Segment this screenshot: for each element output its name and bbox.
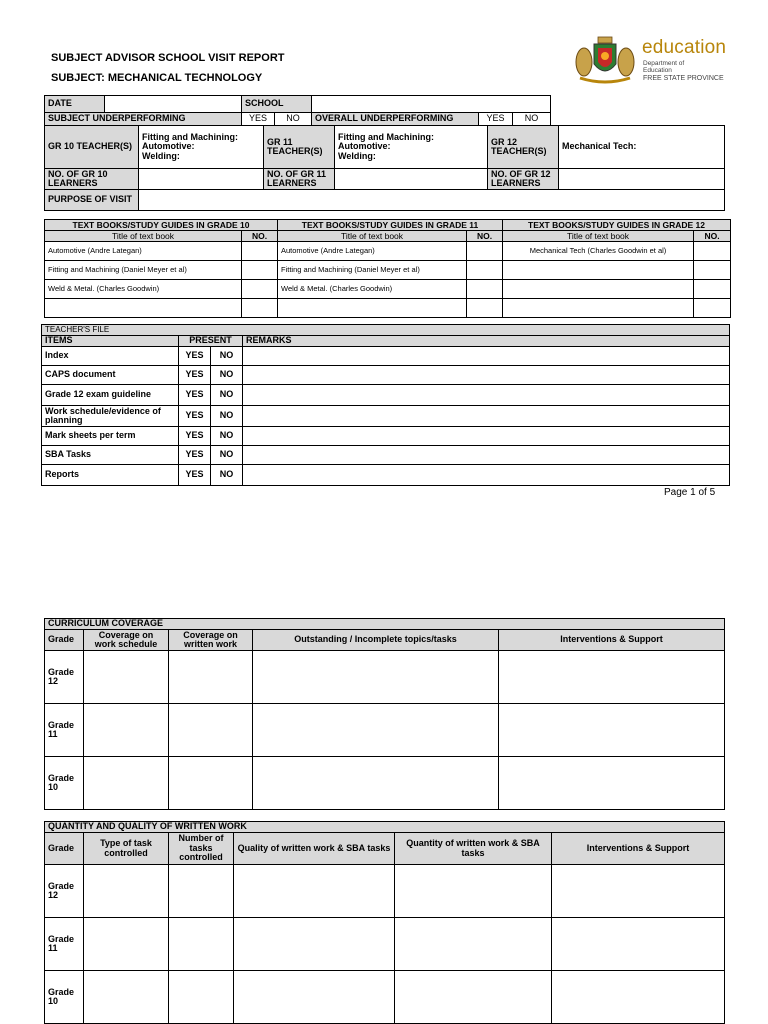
textbook-title[interactable]: [45, 299, 242, 318]
grade-label: Grade 12: [45, 865, 84, 918]
gr11-teacher-label: GR 11 TEACHER(S): [264, 126, 335, 169]
textbook-title[interactable]: [278, 299, 467, 318]
cell[interactable]: [169, 918, 234, 971]
file-item: Reports: [42, 465, 179, 486]
cell[interactable]: [253, 757, 499, 810]
title-col-header: Title of text book: [45, 231, 242, 242]
cell[interactable]: [552, 865, 725, 918]
no-gr10-label: NO. OF GR 10 LEARNERS: [45, 169, 139, 190]
textbook-title: Automotive (Andre Lategan): [45, 242, 242, 261]
cell[interactable]: [169, 971, 234, 1024]
number-tasks-header: Number of tasks controlled: [169, 833, 234, 865]
cell[interactable]: [552, 971, 725, 1024]
no-col-header: NO.: [467, 231, 503, 242]
subject-under-yes[interactable]: YES: [242, 113, 275, 126]
textbooks-table: [44, 219, 731, 318]
cell[interactable]: [84, 865, 169, 918]
cell[interactable]: [84, 918, 169, 971]
interventions-header: Interventions & Support: [552, 833, 725, 865]
no-gr12-label: NO. OF GR 12 LEARNERS: [488, 169, 559, 190]
remarks-field[interactable]: [243, 406, 730, 427]
grade-label: Grade 11: [45, 704, 84, 757]
no-option[interactable]: NO: [211, 347, 243, 366]
textbook-no[interactable]: [242, 261, 278, 280]
written-work-table: [44, 821, 725, 1024]
textbook-title: [503, 261, 694, 280]
file-item: SBA Tasks: [42, 446, 179, 465]
file-item: Grade 12 exam guideline: [42, 385, 179, 406]
remarks-field[interactable]: [243, 465, 730, 486]
cell[interactable]: [169, 757, 253, 810]
remarks-field[interactable]: [243, 446, 730, 465]
gr12-teacher-label: GR 12 TEACHER(S): [488, 126, 559, 169]
cell[interactable]: [499, 704, 725, 757]
type-task-header: Type of task controlled: [84, 833, 169, 865]
overall-under-no[interactable]: NO: [513, 113, 551, 126]
page-number: Page 1 of 5: [664, 487, 716, 498]
items-col-header: ITEMS: [42, 336, 179, 347]
remarks-col-header: REMARKS: [243, 336, 730, 347]
grade-col-header: Grade: [45, 630, 84, 651]
textbook-no[interactable]: [242, 299, 278, 318]
cell[interactable]: [395, 918, 552, 971]
textbook-title[interactable]: [503, 299, 694, 318]
remarks-field[interactable]: [243, 385, 730, 406]
cell[interactable]: [234, 918, 395, 971]
file-item: Index: [42, 347, 179, 366]
textbook-title: Fitting and Machining (Daniel Meyer et al): [45, 261, 242, 280]
yes-option[interactable]: YES: [179, 406, 211, 427]
textbooks-gr12-header: TEXT BOOKS/STUDY GUIDES IN GRADE 12: [503, 220, 731, 231]
curriculum-title: CURRICULUM COVERAGE: [45, 619, 725, 630]
no-option[interactable]: NO: [211, 465, 243, 486]
no-option[interactable]: NO: [211, 385, 243, 406]
cell[interactable]: [395, 865, 552, 918]
school-field[interactable]: [312, 96, 551, 113]
yes-option[interactable]: YES: [179, 446, 211, 465]
coverage-schedule-header: Coverage on work schedule: [84, 630, 169, 651]
cell[interactable]: [499, 651, 725, 704]
textbook-title: [503, 280, 694, 299]
cell[interactable]: [84, 971, 169, 1024]
logo-subtitle: Department of Education FREE STATE PROVINCE: [643, 60, 724, 82]
textbook-no[interactable]: [242, 280, 278, 299]
no-gr11-label: NO. OF GR 11 LEARNERS: [264, 169, 335, 190]
textbook-title: Weld & Metal. (Charles Goodwin): [45, 280, 242, 299]
curriculum-coverage-table: [44, 618, 725, 810]
remarks-field[interactable]: [243, 347, 730, 366]
logo-word: education: [642, 37, 727, 58]
date-label: DATE: [45, 96, 105, 113]
grade-label: Grade 12: [45, 651, 84, 704]
cell[interactable]: [84, 704, 169, 757]
yes-option[interactable]: YES: [179, 427, 211, 446]
yes-option[interactable]: YES: [179, 347, 211, 366]
quantity-header: Quantity of written work & SBA tasks: [395, 833, 552, 865]
cell[interactable]: [84, 651, 169, 704]
gr12-teacher-field[interactable]: Mechanical Tech:: [559, 126, 725, 169]
cell[interactable]: [253, 704, 499, 757]
textbook-no[interactable]: [694, 299, 731, 318]
grade-label: Grade 11: [45, 918, 84, 971]
textbook-no[interactable]: [694, 242, 731, 261]
subject-under-no[interactable]: NO: [275, 113, 312, 126]
textbook-no[interactable]: [694, 280, 731, 299]
textbook-title: Mechanical Tech (Charles Goodwin et al): [503, 242, 694, 261]
cell[interactable]: [84, 757, 169, 810]
date-field[interactable]: [105, 96, 242, 113]
no-gr10-field[interactable]: [139, 169, 264, 190]
gr10-teacher-label: GR 10 TEACHER(S): [45, 126, 139, 169]
written-title: QUANTITY AND QUALITY OF WRITTEN WORK: [45, 822, 725, 833]
no-gr12-field[interactable]: [559, 169, 725, 190]
textbook-no[interactable]: [467, 299, 503, 318]
textbook-title: Fitting and Machining (Daniel Meyer et al): [278, 261, 467, 280]
textbook-no[interactable]: [467, 280, 503, 299]
cell[interactable]: [169, 651, 253, 704]
purpose-field[interactable]: [139, 190, 725, 211]
cell[interactable]: [552, 918, 725, 971]
no-col-header: NO.: [242, 231, 278, 242]
outstanding-header: Outstanding / Incomplete topics/tasks: [253, 630, 499, 651]
no-col-header: NO.: [694, 231, 731, 242]
no-option[interactable]: NO: [211, 427, 243, 446]
teachers-file-table: [41, 324, 730, 486]
grade-label: Grade 10: [45, 971, 84, 1024]
no-option[interactable]: NO: [211, 366, 243, 385]
cell[interactable]: [395, 971, 552, 1024]
report-subject: SUBJECT: MECHANICAL TECHNOLOGY: [51, 72, 263, 84]
textbooks-gr11-header: TEXT BOOKS/STUDY GUIDES IN GRADE 11: [278, 220, 503, 231]
present-col-header: PRESENT: [179, 336, 243, 347]
textbook-no[interactable]: [242, 242, 278, 261]
textbook-no[interactable]: [694, 261, 731, 280]
file-item: Mark sheets per term: [42, 427, 179, 446]
quality-header: Quality of written work & SBA tasks: [234, 833, 395, 865]
interventions-header: Interventions & Support: [499, 630, 725, 651]
no-option[interactable]: NO: [211, 446, 243, 465]
remarks-field[interactable]: [243, 366, 730, 385]
cell[interactable]: [253, 651, 499, 704]
file-item: CAPS document: [42, 366, 179, 385]
title-col-header: Title of text book: [503, 231, 694, 242]
purpose-label: PURPOSE OF VISIT: [45, 190, 139, 211]
overall-underperforming-label: OVERALL UNDERPERFORMING: [312, 113, 479, 126]
subject-underperforming-label: SUBJECT UNDERPERFORMING: [45, 113, 242, 126]
gr10-teacher-field[interactable]: Fitting and Machining: Automotive: Welding:: [139, 126, 264, 169]
cell[interactable]: [234, 865, 395, 918]
textbook-no[interactable]: [467, 261, 503, 280]
info-table-top: [44, 95, 551, 126]
title-col-header: Title of text book: [278, 231, 467, 242]
yes-option[interactable]: YES: [179, 465, 211, 486]
no-option[interactable]: NO: [211, 406, 243, 427]
overall-under-yes[interactable]: YES: [479, 113, 513, 126]
grade-col-header: Grade: [45, 833, 84, 865]
textbook-title: Automotive (Andre Lategan): [278, 242, 467, 261]
coverage-written-header: Coverage on written work: [169, 630, 253, 651]
gr11-teacher-field[interactable]: Fitting and Machining: Automotive: Welding:: [335, 126, 488, 169]
teachers-file-title: TEACHER'S FILE: [42, 325, 730, 336]
coat-of-arms-logo: [572, 34, 638, 86]
textbooks-gr10-header: TEXT BOOKS/STUDY GUIDES IN GRADE 10: [45, 220, 278, 231]
yes-option[interactable]: YES: [179, 366, 211, 385]
remarks-field[interactable]: [243, 427, 730, 446]
no-gr11-field[interactable]: [335, 169, 488, 190]
cell[interactable]: [169, 865, 234, 918]
file-item: Work schedule/evidence of planning: [42, 406, 179, 427]
textbook-no[interactable]: [467, 242, 503, 261]
cell[interactable]: [169, 704, 253, 757]
cell[interactable]: [499, 757, 725, 810]
report-title: SUBJECT ADVISOR SCHOOL VISIT REPORT: [51, 52, 285, 64]
grade-label: Grade 10: [45, 757, 84, 810]
school-label: SCHOOL: [242, 96, 312, 113]
textbook-title: Weld & Metal. (Charles Goodwin): [278, 280, 467, 299]
cell[interactable]: [234, 971, 395, 1024]
info-table-teachers: [44, 125, 725, 211]
yes-option[interactable]: YES: [179, 385, 211, 406]
